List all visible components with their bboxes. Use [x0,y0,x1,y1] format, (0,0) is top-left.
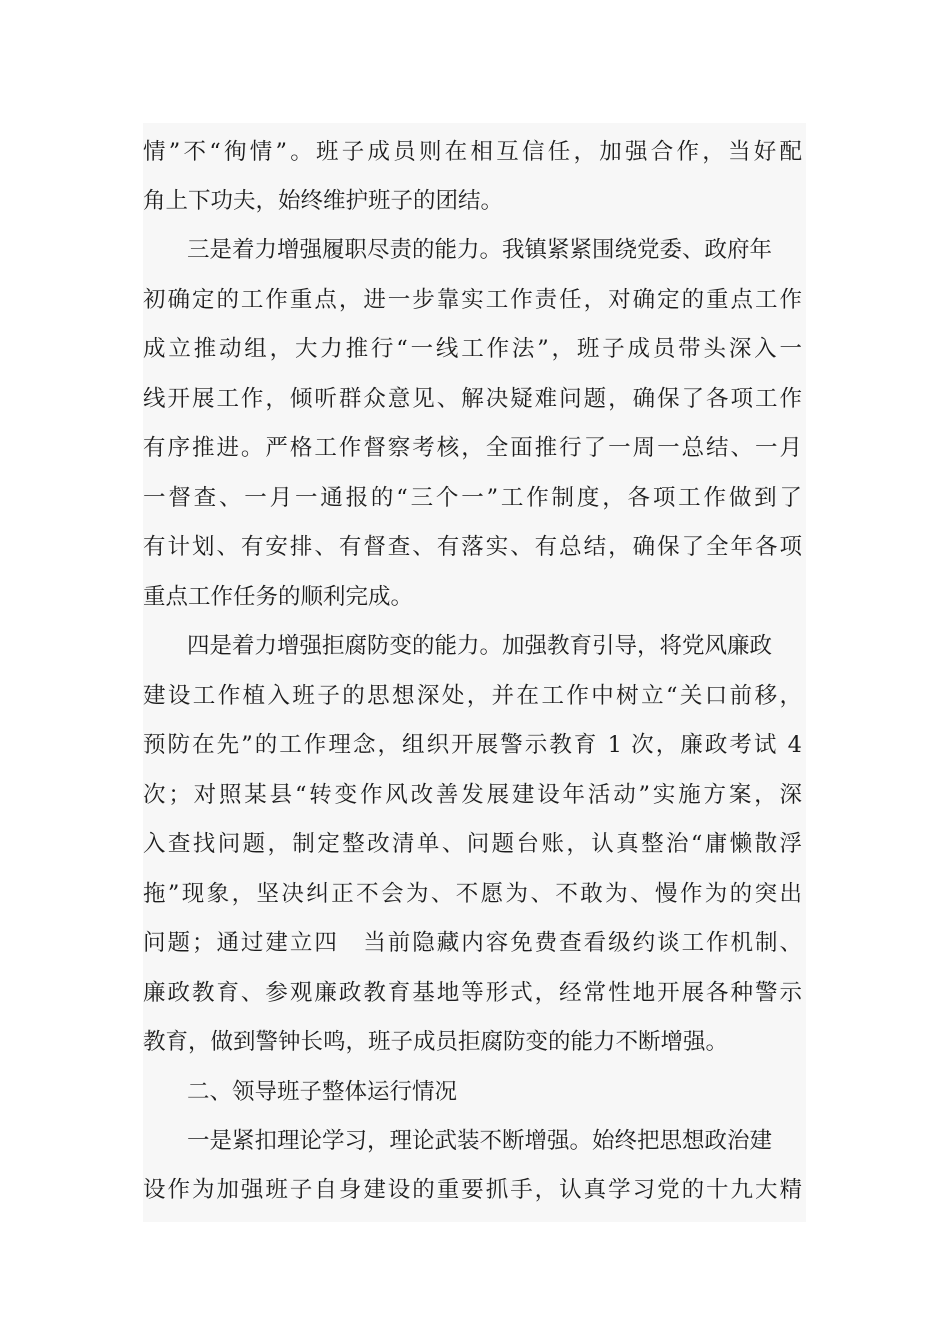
text-line: 设作为加强班子自身建设的重要抓手，认真学习党的十九大精 [143,1177,802,1203]
text-line: 有计划、有安排、有督查、有落实、有总结，确保了全年各项 [143,534,802,560]
text-line: 三是着力增强履职尽责的能力。我镇紧紧围绕党委、政府年 [187,237,773,263]
text-line: 有序推进。严格工作督察考核，全面推行了一周一总结、一月 [143,435,802,461]
text-line: 廉政教育、参观廉政教育基地等形式，经常性地开展各种警示 [143,980,802,1006]
text-line: 初确定的工作重点，进一步靠实工作责任，对确定的重点工作 [143,287,802,313]
section-heading: 二、领导班子整体运行情况 [187,1079,458,1105]
text-line: 成立推动组，大力推行“一线工作法”，班子成员带头深入一 [143,336,802,362]
document-page [143,123,806,1222]
text-line: 入查找问题，制定整改清单、问题台账，认真整治“庸懒散浮 [143,831,802,857]
text-line: 建设工作植入班子的思想深处，并在工作中树立“关口前移， [143,683,802,709]
text-line: 线开展工作，倾听群众意见、解决疑难问题，确保了各项工作 [143,386,802,412]
text-line: 情”不“徇情”。班子成员则在相互信任，加强合作，当好配 [143,139,802,165]
text-line: 次；对照某县“转变作风改善发展建设年活动”实施方案，深 [143,782,802,808]
text-line: 一是紧扣理论学习，理论武装不断增强。始终把思想政治建 [187,1128,773,1154]
text-line: 一督查、一月一通报的“三个一”工作制度，各项工作做到了 [143,485,802,511]
text-line: 教育，做到警钟长鸣，班子成员拒腐防变的能力不断增强。 [143,1029,729,1055]
text-line: 预防在先”的工作理念，组织开展警示教育 1 次，廉政考试 4 [143,732,802,758]
text-line: 角上下功夫，始终维护班子的团结。 [143,188,504,214]
text-line: 问题；通过建立四 当前隐藏内容免费查看级约谈工作机制、 [143,930,802,956]
text-line: 拖”现象，坚决纠正不会为、不愿为、不敢为、慢作为的突出 [143,881,802,907]
text-line: 重点工作任务的顺利完成。 [143,584,414,610]
text-line: 四是着力增强拒腐防变的能力。加强教育引导，将党风廉政 [187,633,773,659]
